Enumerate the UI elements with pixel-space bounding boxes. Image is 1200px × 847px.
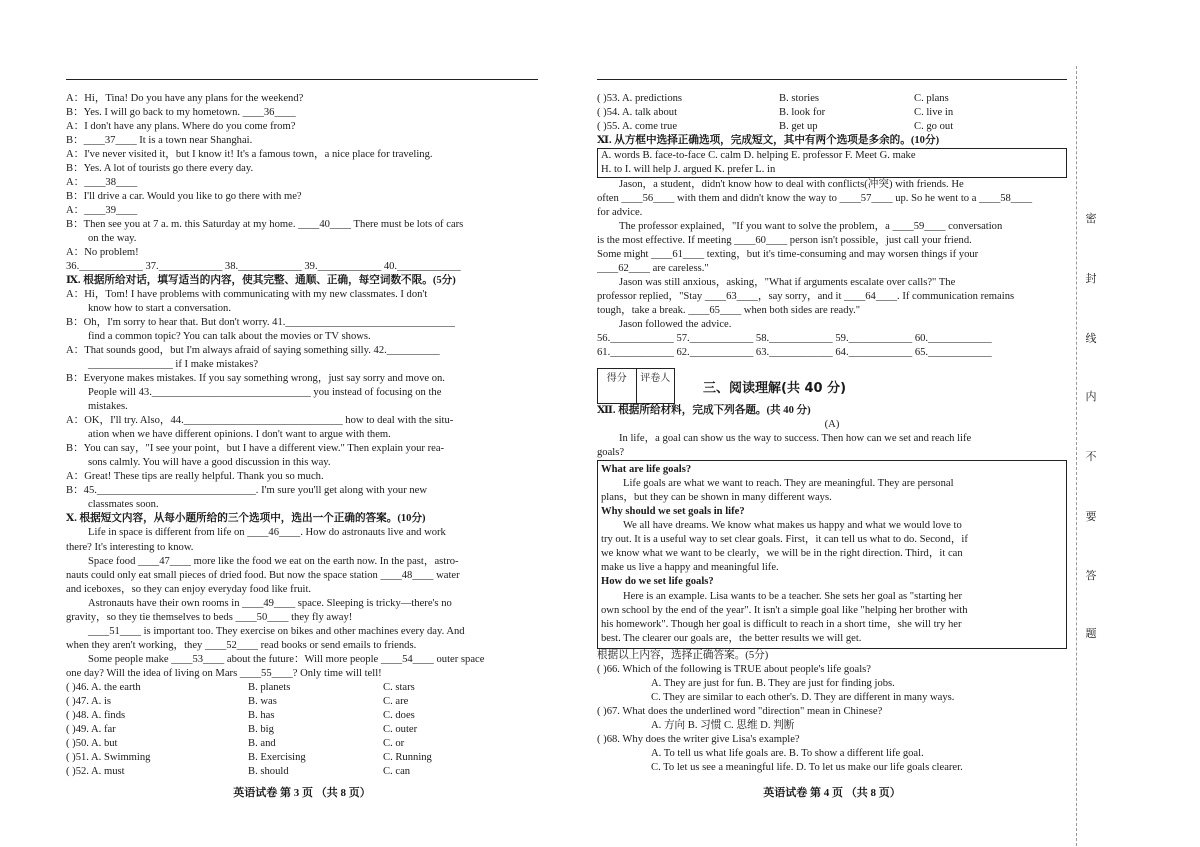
- text-line: How do we set life goals?: [601, 576, 714, 588]
- text-line: Why should we set goals in life?: [601, 506, 745, 518]
- word-box: [597, 148, 1067, 178]
- text-line: A：No problem!: [66, 247, 139, 259]
- text-line: 56.____________ 57.____________ 58.____________ 59.____________ 60.____________: [597, 333, 992, 345]
- text-line: We all have dreams. We know what makes us happy and what we would love to: [623, 520, 962, 532]
- intro-line: goals?: [597, 447, 625, 459]
- text-line: when they aren't working，they ____52____ read books or send emails to friends.: [66, 639, 417, 651]
- word-box-row: H. to I. will help J. argued K. prefer L. in: [601, 164, 776, 176]
- left-page: [66, 0, 538, 847]
- text-line: A. They are just for fun. B. They are just for finding jobs.: [651, 677, 895, 689]
- text-line: What are life goals?: [601, 464, 692, 476]
- right-page: [597, 0, 1067, 847]
- text-line: nauts could only eat small pieces of dried food. But now the space station ____48____ water: [66, 569, 460, 581]
- option-row: [66, 765, 538, 779]
- top-rule: [66, 79, 538, 80]
- option-a: ( )51. A. Swimming: [66, 751, 151, 763]
- text-line: Ⅸ. 根据所给对话，填写适当的内容，使其完整、通顺、正确，每空词数不限。(5分): [66, 275, 456, 287]
- binding-char: 封: [1085, 272, 1097, 285]
- text-line: C. To let us see a meaningful life. D. To let us make our life goals clearer.: [651, 761, 963, 773]
- text-line: tough，take a break. ____65____ when both sides are ready.": [597, 305, 861, 317]
- text-line: best. The clearer our goals are，the better results we will get.: [601, 632, 862, 644]
- option-c: C. Running: [383, 751, 432, 763]
- text-line: A：Hi，Tina! Do you have any plans for the weekend?: [66, 93, 304, 104]
- option-a: ( )48. A. finds: [66, 709, 126, 721]
- option-a: ( )54. A. talk about: [597, 107, 678, 119]
- intro-line: In life，a goal can show us the way to success. Then how can we set and reach life: [619, 433, 972, 445]
- text-line: gravity，so they tie themselves to beds ____50____ they fly away!: [66, 611, 353, 623]
- option-c: C. or: [383, 737, 405, 749]
- text-line: A：Hi，Tom! I have problems with communicating with my new classmates. I don't: [66, 289, 428, 301]
- binding-char: 不: [1085, 450, 1097, 463]
- text-line: ____62____ are careless.": [597, 263, 709, 275]
- questions-intro: 根据以上内容，选择正确答案。(5分): [597, 649, 769, 661]
- option-row: [66, 751, 538, 765]
- text-line: Space food ____47____ more like the food we eat on the earth now. In the past，astro-: [88, 555, 459, 567]
- text-line: 61.____________ 62.____________ 63.____________ 64.____________ 65.____________: [597, 347, 992, 359]
- option-b: B. planets: [248, 681, 291, 693]
- option-a: ( )50. A. but: [66, 737, 118, 749]
- option-a: ( )49. A. far: [66, 723, 116, 735]
- option-row: [66, 709, 538, 723]
- text-line: Life in space is different from life on ____46____. How do astronauts live and work: [88, 527, 446, 539]
- text-line: Some people make ____53____ about the future：Will more people ____54____ outer space: [88, 653, 485, 665]
- text-line: B：Everyone makes mistakes. If you say something wrong，just say sorry and move on.: [66, 373, 445, 385]
- option-b: B. look for: [779, 107, 826, 119]
- text-line: ( )68. Why does the writer give Lisa's example?: [597, 733, 800, 745]
- word-box-row: A. words B. face-to-face C. calm D. helping E. professor F. Meet G. make: [601, 150, 916, 162]
- text-line: there? It's interesting to know.: [66, 541, 194, 553]
- option-row: [597, 120, 1067, 134]
- text-line: often ____56____ with them and didn't know the way to ____57____ up. So he went to a ____58____: [597, 193, 1033, 205]
- text-line: A：I've never visited it，but I know it! It's a famous town，a nice place for traveling.: [66, 149, 433, 161]
- option-a: ( )52. A. must: [66, 765, 125, 777]
- binding-char: 答: [1085, 569, 1097, 582]
- option-row: [66, 737, 538, 751]
- option-a: ( )53. A. predictions: [597, 93, 683, 104]
- option-c: C. go out: [914, 121, 954, 133]
- questions: [597, 663, 1067, 775]
- option-c: C. does: [383, 709, 415, 721]
- text-line: Jason was still anxious，asking，"What if arguments escalate over calls?" The: [619, 277, 956, 289]
- text-line: is the most effective. If meeting ____60____ person isn't possible，just call your friend.: [597, 235, 972, 247]
- text-line: classmates soon.: [88, 499, 159, 511]
- text-line: know how to start a conversation.: [88, 303, 231, 315]
- binding-char: 题: [1085, 627, 1097, 640]
- text-line: A：I don't have any plans. Where do you come from?: [66, 121, 296, 133]
- text-line: professor replied，"Stay ____63____，say sorry，and it ____64____. If communication remains: [597, 291, 1015, 303]
- option-b: B. get up: [779, 121, 818, 133]
- score-label: 得分: [598, 369, 637, 403]
- option-c: C. outer: [383, 723, 418, 735]
- text-line: Astronauts have their own rooms in ____49____ space. Sleeping is tricky—there's no: [88, 597, 452, 609]
- text-line: A. 方向 B. 习惯 C. 思维 D. 判断: [651, 719, 795, 731]
- option-b: B. big: [248, 723, 274, 735]
- text-line: on the way.: [88, 233, 137, 245]
- option-c: C. stars: [383, 681, 415, 693]
- text-line: ____51____ is important too. They exercise on bikes and other machines every day. And: [88, 625, 465, 637]
- text-line: A：OK，I'll try. Also，44.______________________________ how to deal with the situ-: [66, 415, 454, 427]
- score-box: [597, 368, 675, 404]
- right-options: [597, 92, 1067, 134]
- text-line: for advice.: [597, 207, 643, 219]
- section-12-heading: Ⅻ. 根据所给材料，完成下列各题。(共 40 分): [597, 405, 811, 417]
- left-options: [66, 681, 538, 779]
- option-b: B. has: [248, 709, 275, 721]
- text-line: sons calmly. You will have a good discussion in this way.: [88, 457, 331, 469]
- text-line: A. To tell us what life goals are. B. To show a different life goal.: [651, 747, 924, 759]
- option-a: ( )55. A. come true: [597, 121, 678, 133]
- text-line: People will 43.______________________________ you instead of focusing on the: [88, 387, 442, 399]
- option-b: B. stories: [779, 93, 820, 104]
- text-line: make us live a happy and meaningful life.: [601, 562, 779, 574]
- option-a: ( )46. A. the earth: [66, 681, 141, 693]
- option-b: B. should: [248, 765, 289, 777]
- text-line: one day? Will the idea of living on Mars ____55____? Only time will tell!: [66, 667, 382, 679]
- text-line: B：I'll drive a car. Would you like to go there with me?: [66, 191, 302, 203]
- option-c: C. plans: [914, 93, 949, 104]
- text-line: ________________ if I make mistakes?: [88, 359, 259, 371]
- text-line: The professor explained，"If you want to solve the problem，a ____59____ conversation: [619, 221, 1003, 233]
- binding-char: 要: [1085, 510, 1097, 523]
- section-11-heading: Ⅺ. 从方框中选择正确选项，完成短文，其中有两个选项是多余的。(10分): [597, 135, 940, 147]
- option-row: [66, 681, 538, 695]
- binding-char: 线: [1085, 332, 1097, 345]
- text-line: B：You can say，"I see your point，but I have a different view." Then explain your rea-: [66, 443, 445, 455]
- text-line: ation when we have different opinions. I don't want to argue with them.: [88, 429, 391, 441]
- option-b: B. Exercising: [248, 751, 306, 763]
- option-row: [597, 106, 1067, 120]
- text-line: own school by the end of the year". It isn't a simple goal like "helping her brother with: [601, 604, 968, 616]
- text-line: try out. It is a useful way to set clear goals. First，it can tell us what to do. Second，if: [601, 534, 968, 546]
- part-label: (A): [824, 419, 840, 431]
- grader-label: 评卷人: [640, 373, 671, 385]
- text-line: plans，but they can be shown in many different ways.: [601, 492, 832, 504]
- text-line: Ⅹ. 根据短文内容，从每小题所给的三个选项中，选出一个正确的答案。(10分): [66, 513, 426, 525]
- text-line: find a common topic? You can talk about the movies or TV shows.: [88, 331, 371, 343]
- binding-char: 内: [1085, 390, 1097, 403]
- section-title: 三、阅读理解(共 40 分): [703, 380, 847, 396]
- text-line: B：____37____ It is a town near Shanghai.: [66, 135, 253, 147]
- section-header-row: [597, 368, 1067, 404]
- text-line: ( )66. Which of the following is TRUE about people's life goals?: [597, 663, 871, 675]
- option-c: C. live in: [914, 107, 954, 119]
- text-line: B：Oh，I'm sorry to hear that. But don't worry. 41.________________________________: [66, 317, 455, 329]
- option-row: [66, 723, 538, 737]
- page-footer: 英语试卷 第 3 页 （共 8 页）: [233, 787, 371, 799]
- text-line: Jason，a student，didn't know how to deal with conflicts(冲突) with friends. He: [619, 179, 964, 191]
- text-line: mistakes.: [88, 401, 128, 413]
- option-row: [597, 92, 1067, 106]
- left-content: [66, 92, 538, 779]
- binding-char: 密: [1085, 212, 1097, 225]
- text-line: A：Great! These tips are really helpful. Thank you so much.: [66, 471, 324, 483]
- page-footer: 英语试卷 第 4 页 （共 8 页）: [763, 787, 901, 799]
- text-line: C. They are similar to each other's. D. They are different in many ways.: [651, 691, 955, 703]
- text-line: and iceboxes，so they can enjoy everyday food like fruit.: [66, 583, 312, 595]
- text-line: B：Then see you at 7 a. m. this Saturday at my home. ____40____ There must be lots of cars: [66, 219, 464, 231]
- text-line: B：45.______________________________. I'm sure you'll get along with your new: [66, 485, 428, 497]
- text-line: Life goals are what we want to reach. They are meaningful. They are personal: [623, 478, 954, 490]
- option-b: B. and: [248, 737, 276, 749]
- text-line: A：____38____: [66, 177, 138, 189]
- option-c: C. can: [383, 765, 411, 777]
- text-line: B：Yes. A lot of tourists go there every day.: [66, 163, 254, 175]
- right-content: [597, 92, 1067, 775]
- reading-box: [597, 460, 1067, 648]
- text-line: we know what we want to be clearly，we will be in the right direction. Third，it can: [601, 548, 963, 560]
- top-rule: [597, 79, 1067, 80]
- option-a: ( )47. A. is: [66, 695, 112, 707]
- text-line: ( )67. What does the underlined word "direction" mean in Chinese?: [597, 705, 883, 717]
- left-text-lines: [66, 92, 538, 681]
- text-line: 36.____________ 37.____________ 38.____________ 39.____________ 40.____________: [66, 261, 461, 273]
- binding-line: [1076, 66, 1077, 846]
- option-row: [66, 695, 538, 709]
- text-line: Some might ____61____ texting，but it's time-consuming and may worsen things if your: [597, 249, 979, 261]
- text-line: A：That sounds good，but I'm always afraid of saying something silly. 42.__________: [66, 345, 440, 357]
- right-text-lines: [597, 178, 1067, 360]
- text-line: B：Yes. I will go back to my hometown. ____36____: [66, 107, 296, 119]
- option-b: B. was: [248, 695, 277, 707]
- text-line: A：____39____: [66, 205, 138, 217]
- text-line: Jason followed the advice.: [619, 319, 732, 331]
- text-line: his homework". Though her goal is difficult to reach in a short time，she will try her: [601, 618, 962, 630]
- text-line: Here is an example. Lisa wants to be a teacher. She sets her goal as "starting her: [623, 590, 963, 602]
- option-c: C. are: [383, 695, 409, 707]
